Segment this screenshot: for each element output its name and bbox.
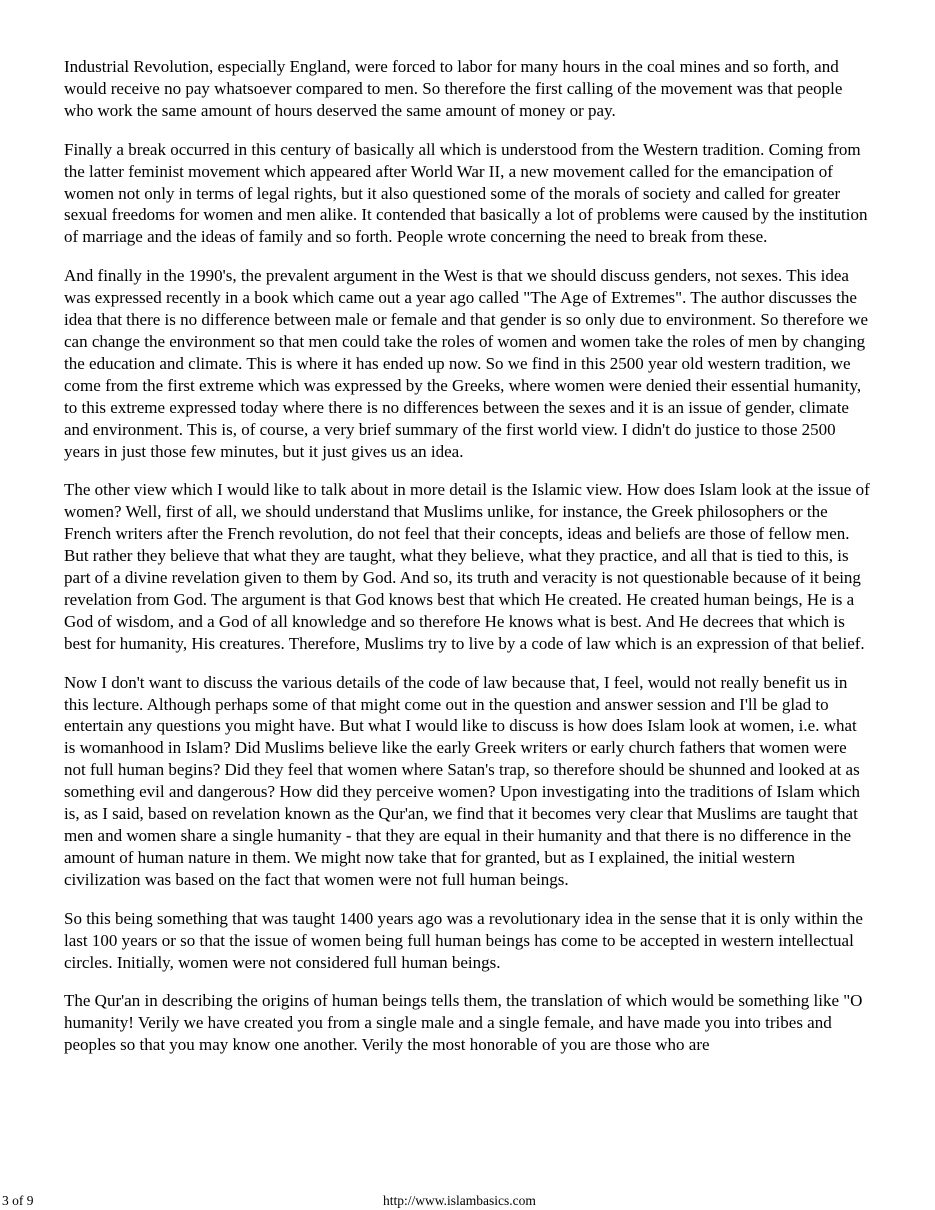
paragraph: The other view which I would like to talk about in more detail is the Islamic view. How does Islam look at the issue of women? Well, first of all, we should understand that Muslims unlike, for instance, the Greek philosophers or the French writers after the French revolution, do not feel that their concepts, ideas and beliefs are those of fellow men. But rather they believe that what they are taught, what they believe, what they practice, and all that is tied to this, is part of a divine revelation given to them by God. And so, its truth and veracity is not questionable because of it being revelation from God. The argument is that God knows best that which He created. He created human beings, He is a God of wisdom, and a God of all knowledge and so therefore He knows what is best. And He decrees that which is best for humanity, His creatures. Therefore, Muslims try to live by a code of law which is an expression of that belief. [64, 480, 870, 653]
source-url: http://www.islambasics.com [383, 1193, 536, 1208]
page-footer [0, 1193, 935, 1210]
paragraph: Finally a break occurred in this century of basically all which is understood from the Western tradition. Coming from the latter feminist movement which appeared after World War II, a new movement called for the emancipation of women not only in terms of legal rights, but it also questioned some of the morals of society and called for greater sexual freedoms for women and men alike. It contended that basically a lot of problems were caused by the institution of marriage and the ideas of family and so forth. People wrote concerning the need to break from these. [64, 139, 868, 247]
page-number: 3 of 9 [2, 1193, 34, 1208]
paragraph: So this being something that was taught 1400 years ago was a revolutionary idea in the sense that it is only within the last 100 years or so that the issue of women being full human beings has come to be accepted in western intellectual circles. Initially, women were not considered full human beings. [64, 908, 863, 972]
document-body [64, 56, 872, 1073]
paragraph: Now I don't want to discuss the various details of the code of law because that, I feel, would not really benefit us in this lecture. Although perhaps some of that might come out in the question and answer session and I'll be glad to entertain any questions you might have. But what I would like to discuss is how does Islam look at women, i.e. what is womanhood in Islam? Did Muslims believe like the early Greek writers or early church fathers that women were not full human begins? Did they feel that women where Satan's trap, so therefore should be shunned and looked at as something evil and dangerous? How did they perceive women? Upon investigating into the traditions of Islam which is, as I said, based on revelation known as the Qur'an, we find that it becomes very clear that Muslims are taught that men and women share a single humanity - that they are equal in their humanity and that there is no difference in the amount of human nature in them. We might now take that for granted, but as I explained, the initial western civilization was based on the fact that women were not full human beings. [64, 672, 860, 889]
paragraph: The Qur'an in describing the origins of human beings tells them, the translation of which would be something like "O humanity! Verily we have created you from a single male and a single female, and have made you into tribes and peoples so that you may know one another. Verily the most honorable of you are those who are [64, 991, 863, 1055]
paragraph: Industrial Revolution, especially England, were forced to labor for many hours in the coal mines and so forth, and would receive no pay whatsoever compared to men. So therefore the first calling of the movement was that people who work the same amount of hours deserved the same amount of money or pay. [64, 57, 843, 120]
paragraph: And finally in the 1990's, the prevalent argument in the West is that we should discuss genders, not sexes. This idea was expressed recently in a book which came out a year ago called "The Age of Extremes". The author discusses the idea that there is no difference between male or female and that gender is so only due to environment. So therefore we can change the environment so that men could take the roles of women and women take the roles of men by changing the education and climate. This is where it has ended up now. So we find in this 2500 year old western tradition, we come from the first extreme which was expressed by the Greeks, where women were denied their essential humanity, to this extreme expressed today where there is no differences between the sexes and it is an issue of gender, climate and environment. This is, of course, a very brief summary of the first world view. I didn't do justice to those 2500 years in just those few minutes, but it just gives us an idea. [64, 266, 869, 461]
